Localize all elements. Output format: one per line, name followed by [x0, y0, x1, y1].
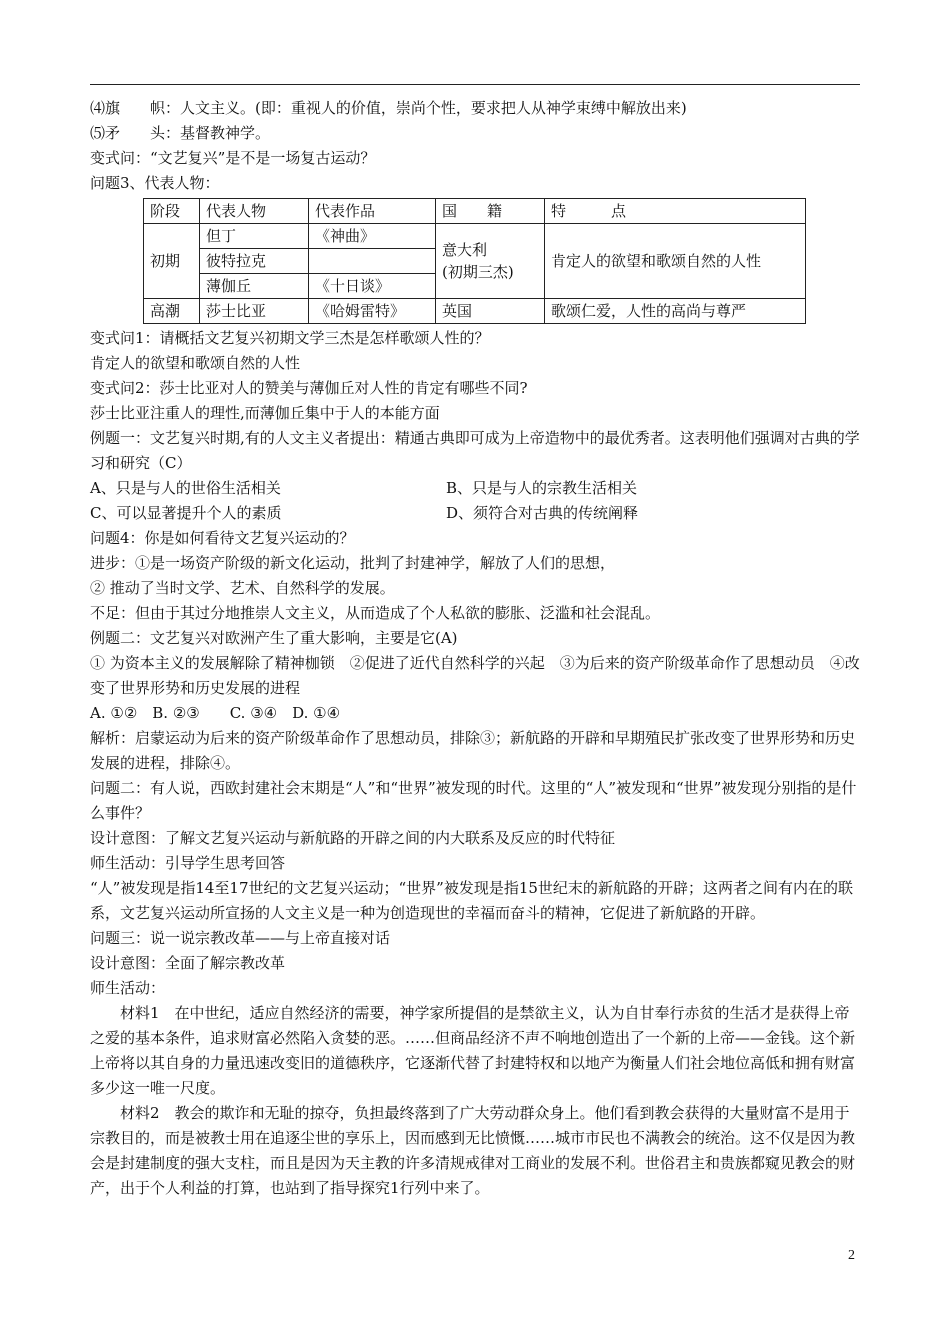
- example-1: 例题一：文艺复兴时期,有的人文主义者提出：精通古典即可成为上帝造物中的最优秀者。这表明他们强调对古典的学习和研究（C）: [90, 429, 860, 472]
- teacher-student-activity-2: 师生活动：: [90, 979, 166, 997]
- text-line-target: ⑸矛 头：基督教神学。: [90, 124, 271, 142]
- material-2: 材料2 教会的欺诈和无耻的掠夺，负担最终落到了广大劳动群众身上。他们看到教会获得的大量财富不是用于宗教目的，而是被教士用在追逐尘世的享乐上，因而感到无比愤慨……城市市民也不满教会的统治。这不仅是因为教会是封建制度的强大支柱，而且是因为天主教的许多清规戒律对工商业的发展不利。世俗君主和贵族都窥见教会的财产，出于个人利益的打算，也站到了指导探究1行列中来了。: [90, 1104, 856, 1197]
- material-1: 材料1 在中世纪，适应自然经济的需要，神学家所提倡的是禁欲主义，认为自甘奉行赤贫的生活才是获得上帝之爱的基本条件，追求财富必然陷入贪婪的恶。……但商品经济不声不响地创造出了一个新的上帝——金钱。这个新上帝将以其自身的力量迅速改变旧的道德秩序，它逐渐代替了封建特权和以地产为衡量人们社会地位高低和拥有财富多少这一唯一尺度。: [90, 1004, 856, 1097]
- option-c: C、可以显著提升个人的素质: [90, 504, 282, 522]
- table-row: [144, 224, 806, 249]
- person-cell: 彼特拉克: [200, 249, 309, 274]
- variant-question-2: 变式问2：莎士比亚对人的赞美与薄伽丘对人性的肯定有哪些不同?: [90, 379, 528, 397]
- option-d: D、须符合对古典的传统阐释: [446, 504, 639, 522]
- example-1-options-row: [90, 501, 862, 526]
- work-cell: [309, 249, 436, 274]
- example-2-options: A. ①② B. ②③ C. ③④ D. ①④: [90, 704, 341, 722]
- variant-question-1: 变式问1：请概括文艺复兴初期文学三杰是怎样歌颂人性的？: [90, 329, 490, 347]
- person-cell: 薄伽丘: [200, 274, 309, 299]
- table-header-cell: 阶段: [144, 199, 200, 224]
- variant-answer-2: 莎士比亚注重人的理性,而薄伽丘集中于人的本能方面: [90, 404, 440, 422]
- person-cell: 但丁: [200, 224, 309, 249]
- stage-cell: 高潮: [144, 299, 200, 324]
- work-cell: 《十日谈》: [309, 274, 436, 299]
- table-header-row: [144, 199, 806, 224]
- representatives-table: [143, 198, 806, 324]
- design-intent-2: 设计意图：全面了解宗教改革: [90, 954, 286, 972]
- country-note: (初期三杰): [442, 263, 514, 281]
- question-4: 问题4：你是如何看待文艺复兴运动的？: [90, 529, 355, 547]
- header-rule: [90, 84, 860, 85]
- person-cell: 莎士比亚: [200, 299, 309, 324]
- document-body: [90, 96, 862, 1201]
- country-cell: 英国: [436, 299, 545, 324]
- table-row: [144, 299, 806, 324]
- example-1-options-row: [90, 476, 862, 501]
- teacher-student-activity-1: 师生活动：引导学生思考回答: [90, 854, 286, 872]
- design-intent-1: 设计意图：了解文艺复兴运动与新航路的开辟之间的内大联系及反应的时代特征: [90, 829, 616, 847]
- work-cell: 《神曲》: [309, 224, 436, 249]
- feature-cell: 歌颂仁爱，人性的高尚与尊严: [545, 299, 806, 324]
- text-line-banner: ⑷旗 帜：人文主义。(即：重视人的价值，崇尚个性，要求把人从神学束缚中解放出来): [90, 99, 687, 117]
- question-two: 问题二：有人说，西欧封建社会末期是“人”和“世界”被发现的时代。这里的“人”被发现和“世界”被发现分别指的是什么事件？: [90, 779, 857, 822]
- variant-answer-1: 肯定人的欲望和歌颂自然的人性: [90, 354, 301, 372]
- example-2-statements: ① 为资本主义的发展解除了精神枷锁 ②促进了近代自然科学的兴起 ③为后来的资产阶级革命作了思想动员 ④改变了世界形势和历史发展的进程: [90, 654, 860, 697]
- progress-point-1: 进步：①是一场资产阶级的新文化运动，批判了封建神学，解放了人们的思想，: [90, 554, 616, 572]
- feature-cell: 肯定人的欲望和歌颂自然的人性: [545, 224, 806, 299]
- option-a: A、只是与人的世俗生活相关: [90, 479, 281, 497]
- table-header-cell: 国 籍: [436, 199, 545, 224]
- example-2: 例题二：文艺复兴对欧洲产生了重大影响，主要是它(A): [90, 629, 458, 647]
- country-name: 意大利: [442, 241, 488, 259]
- question-3-heading: 问题3、代表人物：: [90, 174, 220, 192]
- page-number: 2: [848, 1248, 855, 1263]
- example-2-analysis: 解析：启蒙运动为后来的资产阶级革命作了思想动员，排除③；新航路的开辟和早期殖民扩张改变了世界形势和历史发展的进程，排除④。: [90, 729, 856, 772]
- variant-question: 变式问：“文艺复兴”是不是一场复古运动？: [90, 149, 376, 167]
- table-header-cell: 代表人物: [200, 199, 309, 224]
- answer-question-two: “人”被发现是指14至17世纪的文艺复兴运动；“世界”被发现是指15世纪末的新航路的开辟；这两者之间有内在的联系，文艺复兴运动所宣扬的人文主义是一种为创造现世的幸福而奋斗的精神，它促进了新航路的开辟。: [90, 879, 853, 922]
- question-three: 问题三：说一说宗教改革——与上帝直接对话: [90, 929, 391, 947]
- table-header-cell: 代表作品: [309, 199, 436, 224]
- option-b: B、只是与人的宗教生活相关: [446, 479, 638, 497]
- shortcoming: 不足：但由于其过分地推崇人文主义，从而造成了个人私欲的膨胀、泛滥和社会混乱。: [90, 604, 661, 622]
- country-cell: [436, 224, 545, 299]
- progress-point-2: ② 推动了当时文学、艺术、自然科学的发展。: [90, 579, 395, 597]
- stage-cell: 初期: [144, 224, 200, 299]
- work-cell: 《哈姆雷特》: [309, 299, 436, 324]
- table-header-cell: 特 点: [545, 199, 806, 224]
